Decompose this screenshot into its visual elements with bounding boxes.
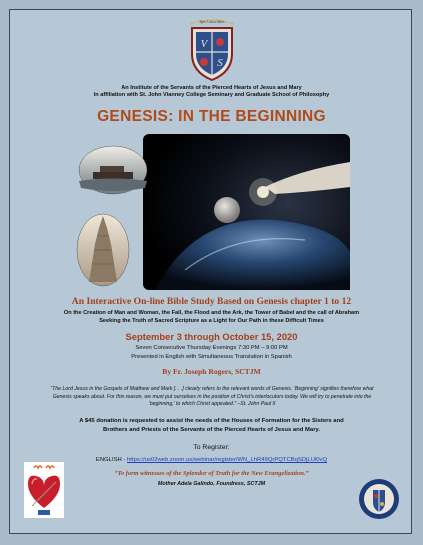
foundress-credit: Mother Adela Galindo, Foundress, SCTJM	[157, 481, 266, 487]
english-prefix: ENGLISH -	[95, 457, 128, 463]
purpose-line: Seeking the Truth of Sacred Scripture as a Light for Our Path in these Difficult Times	[99, 318, 324, 324]
institute-line: An Institute of the Servants of the Pierced Hearts of Jesus and Mary	[121, 85, 302, 91]
institute-crest-logo	[182, 14, 242, 84]
study-subtitle: An Interactive On-line Bible Study Based on Genesis chapter 1 to 12	[71, 296, 352, 307]
john-paul-quote: “The Lord Jesus in the Gospels of Matthew and Mark [. . .] clearly refers to the relevant words of Genesis. ‘Beginning’ signifies therefore what Genesis speaks about. For this reason, we must put ourselves in the position of Christ’s interlocutors today. We will try to penetrate into the ‘beginning,’ to which Christ appealed.” –St. John Paul II	[50, 386, 374, 408]
svg-text:Spes Unica Salus: Spes Unica Salus	[199, 20, 225, 24]
registration-link[interactable]: https://us02web.zoom.us/webinar/register/WN_LhR49QrPQTCBqSDjLUl0vQ	[127, 457, 328, 463]
svg-text:S: S	[217, 57, 223, 69]
svg-text:V: V	[200, 38, 208, 50]
mission-motto: “To form witnesses of the Splendor of Truth for the New Evangelization.”	[114, 470, 309, 477]
register-heading: To Register:	[193, 444, 230, 451]
diocesan-seal-icon	[358, 478, 400, 520]
schedule-line: Seven Consecutive Thursday Evenings 7:30 PM – 9:00 PM	[135, 345, 288, 351]
page-title: GENESIS: IN THE BEGINNING	[97, 108, 326, 125]
presenter-byline: By Fr. Joseph Rogers, SCTJM	[162, 367, 261, 376]
date-range: September 3 through October 15, 2020	[125, 331, 298, 342]
topics-line: On the Creation of Man and Woman, the Fall, the Flood and the Ark, the Tower of Babel and the call of Abraham	[63, 310, 360, 316]
hero-image-creation-scene	[75, 132, 350, 290]
affiliation-line: In affiliation with St. John Vianney College Seminary and Graduate School of Philosophy	[93, 92, 330, 98]
translation-line: Presented in English with Simultaneous Translation in Spanish	[131, 354, 292, 360]
pierced-hearts-icon	[24, 462, 64, 518]
donation-notice: A $45 donation is requested to assist the needs of the Houses of Formation for the Sisters and Brothers and Priests of the Servants of the Pierced Hearts of Jesus and Mary.	[79, 418, 344, 433]
